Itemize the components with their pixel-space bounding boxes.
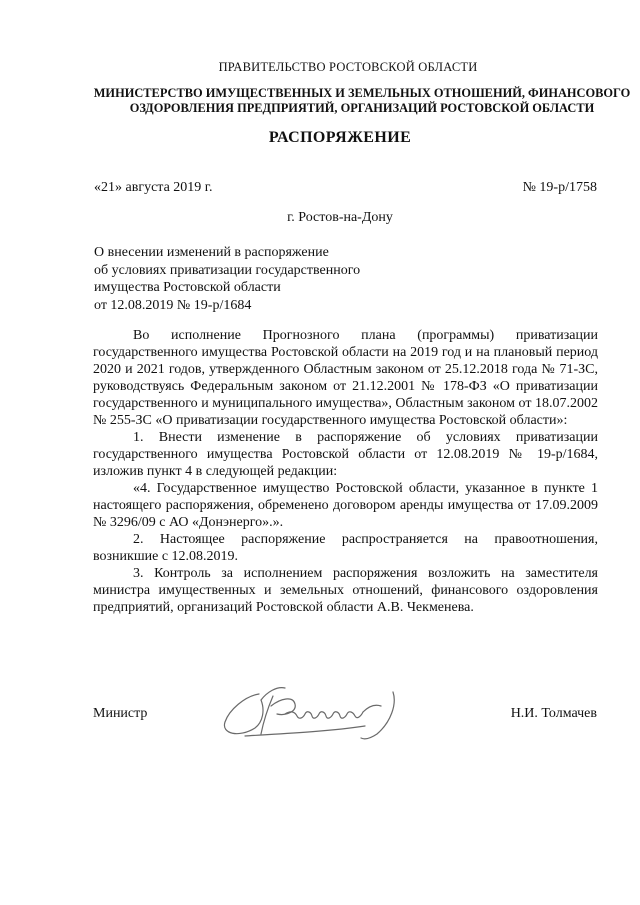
document-number: № 19-р/1758 <box>522 180 597 195</box>
document-city: г. Ростов-на-Дону <box>287 210 393 225</box>
signer-position: Министр <box>93 706 148 721</box>
government-header: ПРАВИТЕЛЬСТВО РОСТОВСКОЙ ОБЛАСТИ <box>218 60 478 74</box>
document-date: «21» августа 2019 г. <box>94 180 213 195</box>
subject-line: О внесении изменений в распоряжение <box>94 245 329 260</box>
subject-line: имущества Ростовской области <box>94 280 281 295</box>
clause-3: 3. Контроль за исполнением распоряжения возложить на заместителя министра имущественных и земельных отношений, финансового оздоровления предприятий, организаций Ростовской области А.В. Чекменева. <box>93 566 598 615</box>
clause-1-quote: «4. Государственное имущество Ростовской области, указанное в пункте 1 настоящего распоряжения, обременено договором аренды имущества от 17.09.2009 № 3296/09 с АО «Донэнерго».». <box>93 481 598 530</box>
ministry-line-1: МИНИСТЕРСТВО ИМУЩЕСТВЕННЫХ И ЗЕМЕЛЬНЫХ ОТНОШЕНИЙ, ФИНАНСОВОГО <box>93 86 631 100</box>
ministry-header <box>92 86 632 116</box>
clause-1: 1. Внести изменение в распоряжение об условиях приватизации государственного имущества Ростовской области от 12.08.2019 № 19-р/1684, изложив пункт 4 в следующей редакции: <box>93 430 598 479</box>
ministry-line-2: ОЗДОРОВЛЕНИЯ ПРЕДПРИЯТИЙ, ОРГАНИЗАЦИЙ РОСТОВСКОЙ ОБЛАСТИ <box>129 101 595 115</box>
document-type-title: РАСПОРЯЖЕНИЕ <box>268 129 412 146</box>
preamble-paragraph: Во исполнение Прогнозного плана (программы) приватизации государственного имущества Ростовской области на 2019 год и на плановый период 2020 и 2021 годов, утвержденного Областным законом от 25.12.2018 года № 71-ЗС, руководствуясь Федеральным законом от 21.12.2001 № 178-ФЗ «О приватизации государственного и муниципального имущества», Областным законом от 18.07.2002 № 255-ЗС «О приватизации государственного имущества Ростовской области»: <box>93 328 598 428</box>
clause-2: 2. Настоящее распоряжение распространяется на правоотношения, возникшие с 12.08.2019. <box>93 532 598 564</box>
document-body <box>93 327 598 616</box>
document-subject <box>94 244 360 314</box>
handwritten-signature <box>215 676 405 746</box>
signer-name: Н.И. Толмачев <box>510 706 597 721</box>
subject-line: от 12.08.2019 № 19-р/1684 <box>94 297 252 313</box>
subject-line: об условиях приватизации государственного <box>94 262 361 278</box>
